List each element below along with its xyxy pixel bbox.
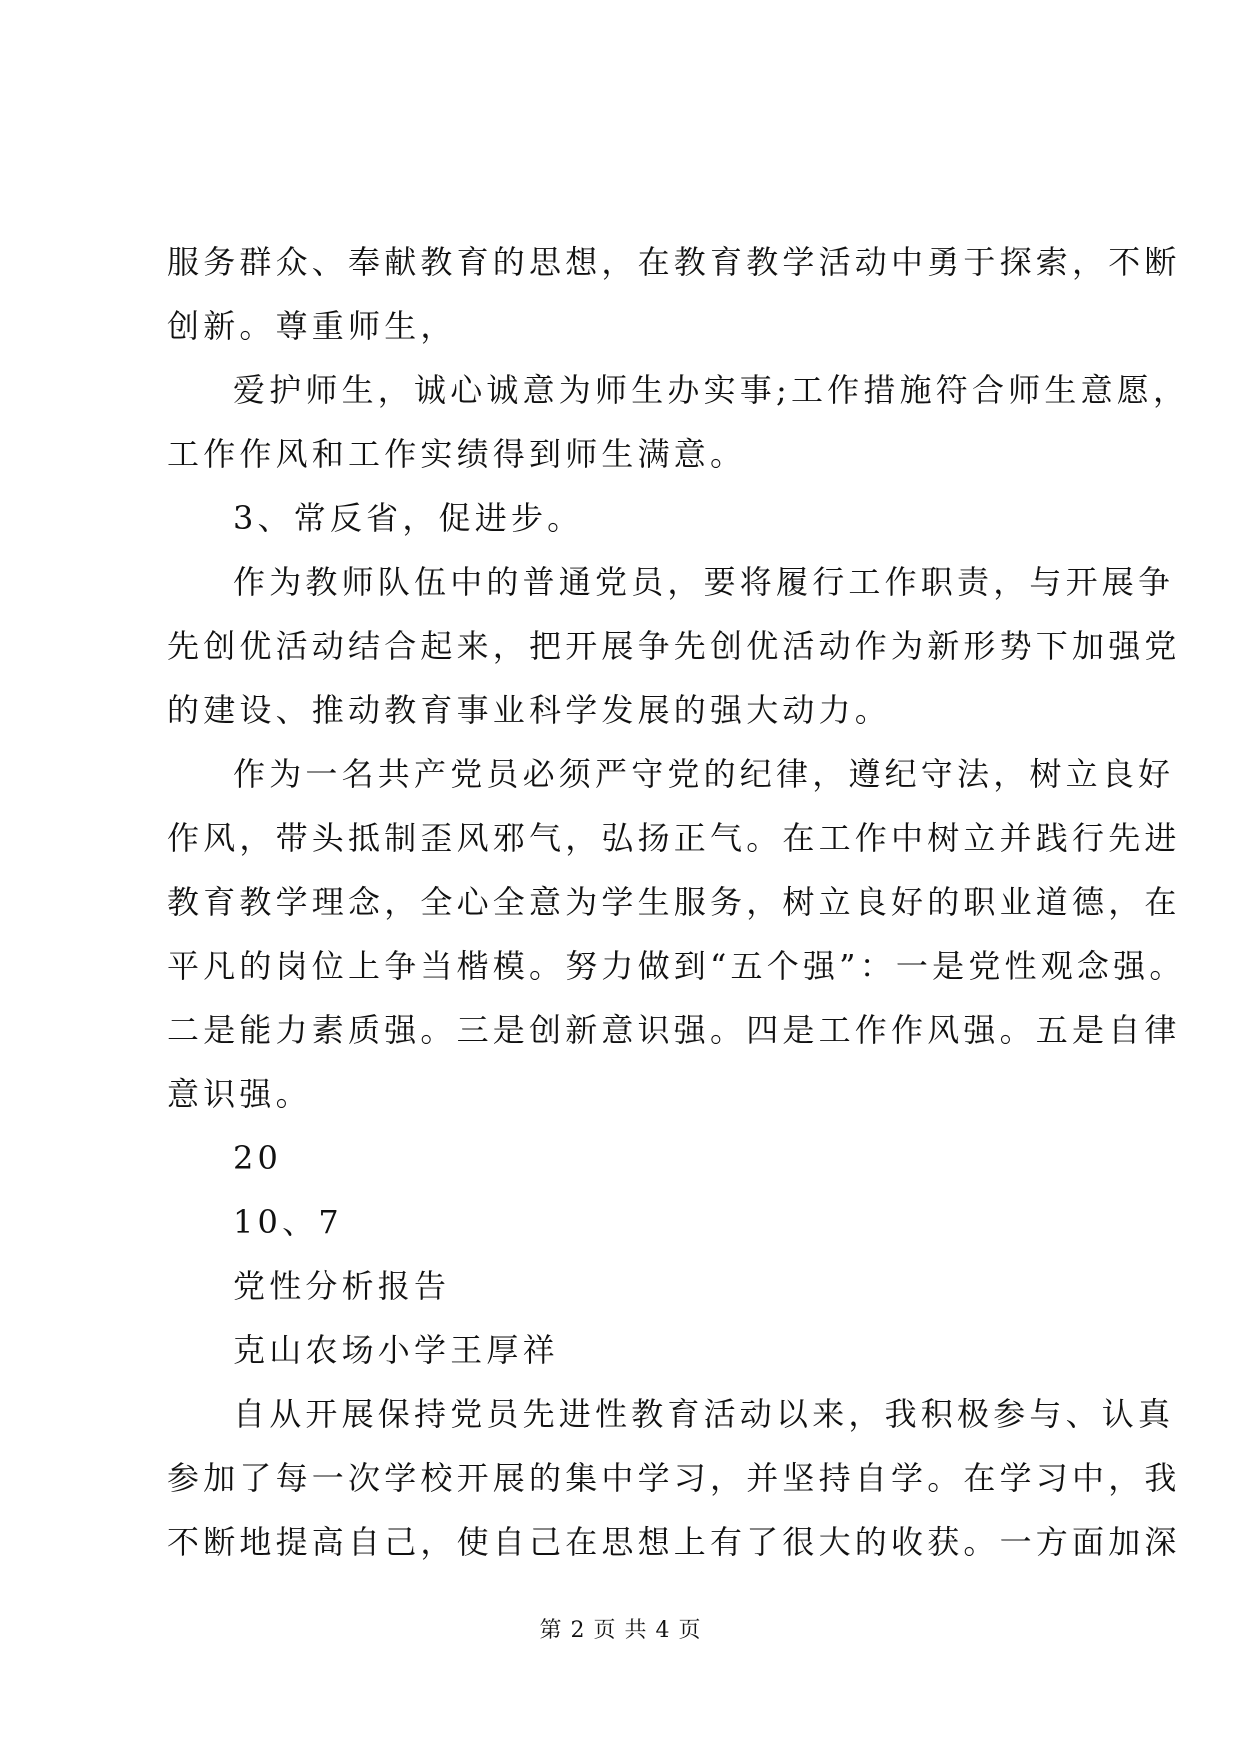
text-line: 作为一名共产党员必须严守党的纪律，遵纪守法，树立良好 [233,755,1175,793]
text-line: 自从开展保持党员先进性教育活动以来，我积极参与、认真 [233,1395,1175,1433]
text-line: 意识强。 [167,1075,312,1113]
date-fragment: 20 [233,1139,283,1177]
text-line: 先创优活动结合起来，把开展争先创优活动作为新形势下加强党 [167,627,1181,665]
section-heading: 3、常反省，促进步。 [233,499,584,537]
document-body [167,230,1190,1574]
page-footer: 第 2 页 共 4 页 [539,1618,702,1643]
text-line: 参加了每一次学校开展的集中学习，并坚持自学。在学习中，我 [167,1459,1181,1497]
text-line: 教育教学理念，全心全意为学生服务，树立良好的职业道德，在 [167,883,1181,921]
text-line: 服务群众、奉献教育的思想，在教育教学活动中勇于探索，不断 [167,243,1181,281]
text-line: 作为教师队伍中的普通党员，要将履行工作职责，与开展争 [233,563,1175,601]
text-line: 的建设、推动教育事业科学发展的强大动力。 [167,691,892,729]
text-line: 爱护师生，诚心诚意为师生办实事;工作措施符合师生意愿， [233,371,1190,409]
text-line: 工作作风和工作实绩得到师生满意。 [167,435,747,473]
report-title: 党性分析报告 [233,1267,451,1305]
text-line: 不断地提高自己，使自己在思想上有了很大的收获。一方面加深 [167,1523,1181,1561]
text-line: 作风，带头抵制歪风邪气，弘扬正气。在工作中树立并践行先进 [167,819,1181,857]
text-line: 创新。尊重师生， [167,307,457,345]
author-line: 克山农场小学王厚祥 [233,1331,559,1369]
text-line: 平凡的岗位上争当楷模。努力做到“五个强”：一是党性观念强。 [167,947,1186,985]
text-line: 二是能力素质强。三是创新意识强。四是工作作风强。五是自律 [167,1011,1181,1049]
date-fragment: 10、7 [233,1203,343,1241]
